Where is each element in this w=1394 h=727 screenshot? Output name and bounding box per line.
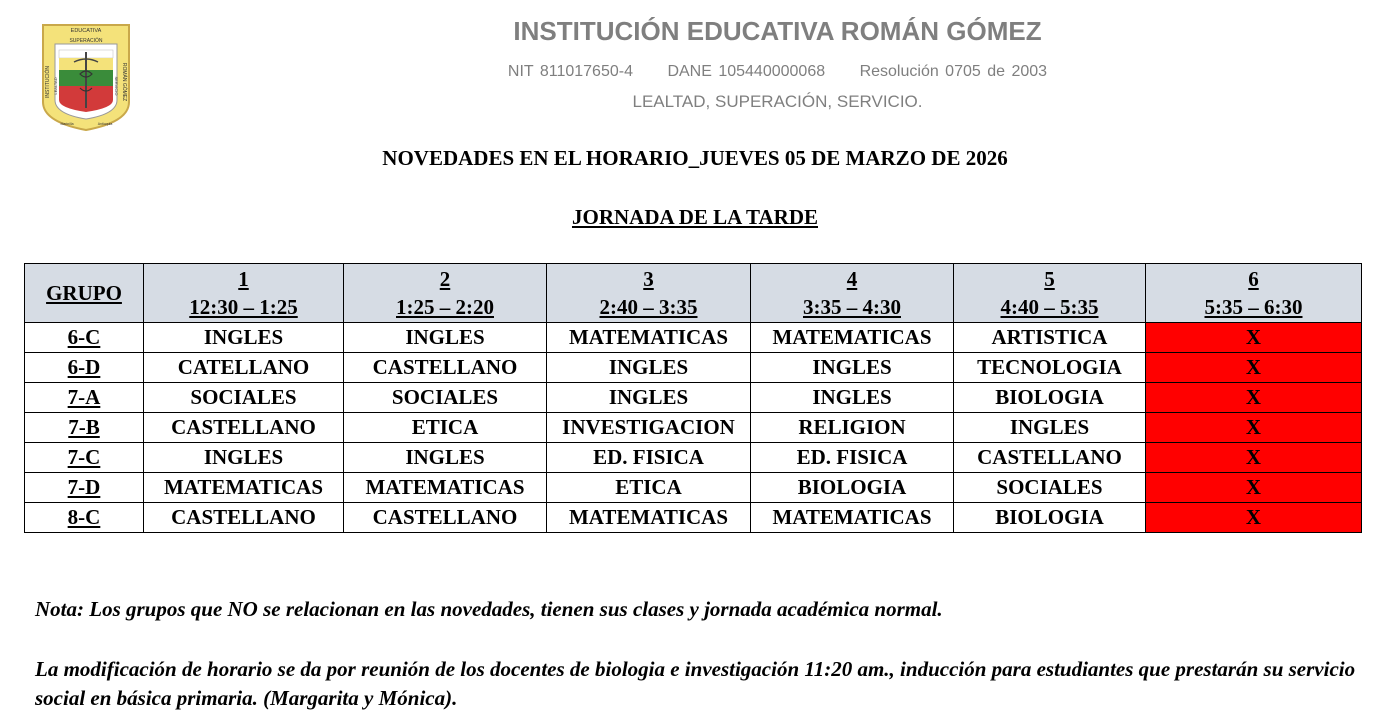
logo-mid-banner: SUPERACIÓN xyxy=(69,38,103,44)
subject-cell: BIOLOGIA xyxy=(751,473,954,503)
subject-cell: CATELLANO xyxy=(144,353,344,383)
school-crest-logo xyxy=(40,22,132,132)
subject-cell: RELIGION xyxy=(751,413,954,443)
subject-cell: ETICA xyxy=(547,473,751,503)
note-schedule-reason: La modificación de horario se da por reunión de los docentes de biologia e investigación 11:20 am., inducción para estudiantes que prestarán su servicio social en básica primaria. (Margarita y Mónica). xyxy=(35,657,1356,710)
subject-cell: CASTELLANO xyxy=(344,353,547,383)
cancelled-cell: X xyxy=(1146,503,1362,533)
schedule-row xyxy=(25,383,1362,413)
period-header: 1 12:30 – 1:25 xyxy=(144,264,344,323)
note-normal-groups: Nota: Los grupos que NO se relacionan en las novedades, tienen sus clases y jornada académica normal. xyxy=(35,597,943,621)
period-header: 4 3:35 – 4:30 xyxy=(751,264,954,323)
group-cell: 6-C xyxy=(25,323,144,353)
subject-cell: MATEMATICAS xyxy=(547,503,751,533)
subject-cell: INGLES xyxy=(144,443,344,473)
cancelled-cell: X xyxy=(1146,353,1362,383)
schedule-header-row xyxy=(25,264,1362,323)
document-title: NOVEDADES EN EL HORARIO_JUEVES 05 DE MARZO DE 2026 xyxy=(382,146,1008,170)
group-cell: 6-D xyxy=(25,353,144,383)
nit-text: NIT 811017650-4 xyxy=(507,63,633,80)
group-cell: 7-A xyxy=(25,383,144,413)
subject-cell: ED. FISICA xyxy=(751,443,954,473)
document-subtitle: JORNADA DE LA TARDE xyxy=(571,205,818,229)
subject-cell: SOCIALES xyxy=(344,383,547,413)
subject-cell: INGLES xyxy=(954,413,1146,443)
subject-cell: MATEMATICAS xyxy=(547,323,751,353)
subject-cell: BIOLOGIA xyxy=(954,383,1146,413)
subject-cell: INGLES xyxy=(547,383,751,413)
subject-cell: ED. FISICA xyxy=(547,443,751,473)
resolucion-text: Resolución 0705 de 2003 xyxy=(859,63,1048,80)
period-header: 2 1:25 – 2:20 xyxy=(344,264,547,323)
schedule-row xyxy=(25,323,1362,353)
schedule-row xyxy=(25,353,1362,383)
subject-cell: CASTELLANO xyxy=(144,503,344,533)
subject-cell: INGLES xyxy=(751,353,954,383)
schedule-table xyxy=(24,263,1362,533)
logo-bottom-left: Marinilla xyxy=(60,122,74,126)
subject-cell: MATEMATICAS xyxy=(751,503,954,533)
logo-right-inner: SERVICIO xyxy=(114,76,119,96)
institution-identifiers xyxy=(360,63,1195,81)
subject-cell: BIOLOGIA xyxy=(954,503,1146,533)
institution-motto: LEALTAD, SUPERACIÓN, SERVICIO. xyxy=(632,92,923,111)
cancelled-cell: X xyxy=(1146,323,1362,353)
subject-cell: CASTELLANO xyxy=(144,413,344,443)
logo-left-text: INSTITUCIÓN xyxy=(45,66,51,98)
logo-right-text: ROMÁN GÓMEZ xyxy=(121,62,127,102)
cancelled-cell: X xyxy=(1146,443,1362,473)
subject-cell: TECNOLOGIA xyxy=(954,353,1146,383)
logo-bottom-right: Antioquia xyxy=(97,122,113,126)
subject-cell: MATEMATICAS xyxy=(344,473,547,503)
cancelled-cell: X xyxy=(1146,473,1362,503)
group-cell: 7-B xyxy=(25,413,144,443)
subject-cell: ARTISTICA xyxy=(954,323,1146,353)
schedule-row xyxy=(25,473,1362,503)
cancelled-cell: X xyxy=(1146,383,1362,413)
subject-cell: INGLES xyxy=(344,323,547,353)
subject-cell: SOCIALES xyxy=(144,383,344,413)
subject-cell: CASTELLANO xyxy=(344,503,547,533)
schedule-row xyxy=(25,503,1362,533)
group-column-header: GRUPO xyxy=(25,264,144,323)
subject-cell: MATEMATICAS xyxy=(751,323,954,353)
period-header: 3 2:40 – 3:35 xyxy=(547,264,751,323)
period-header: 5 4:40 – 5:35 xyxy=(954,264,1146,323)
period-header: 6 5:35 – 6:30 xyxy=(1146,264,1362,323)
subject-cell: INVESTIGACION xyxy=(547,413,751,443)
schedule-row xyxy=(25,443,1362,473)
logo-top-banner: EDUCATIVA xyxy=(70,28,102,34)
subject-cell: MATEMATICAS xyxy=(144,473,344,503)
subject-cell: SOCIALES xyxy=(954,473,1146,503)
group-cell: 7-C xyxy=(25,443,144,473)
cancelled-cell: X xyxy=(1146,413,1362,443)
group-cell: 8-C xyxy=(25,503,144,533)
subject-cell: INGLES xyxy=(144,323,344,353)
subject-cell: INGLES xyxy=(751,383,954,413)
subject-cell: INGLES xyxy=(547,353,751,383)
subject-cell: INGLES xyxy=(344,443,547,473)
dane-text: DANE 105440000068 xyxy=(667,63,826,80)
subject-cell: ETICA xyxy=(344,413,547,443)
group-cell: 7-D xyxy=(25,473,144,503)
schedule-row xyxy=(25,413,1362,443)
logo-left-inner: LEALTAD xyxy=(53,77,58,95)
institution-name: INSTITUCIÓN EDUCATIVA ROMÁN GÓMEZ xyxy=(513,16,1042,46)
subject-cell: CASTELLANO xyxy=(954,443,1146,473)
